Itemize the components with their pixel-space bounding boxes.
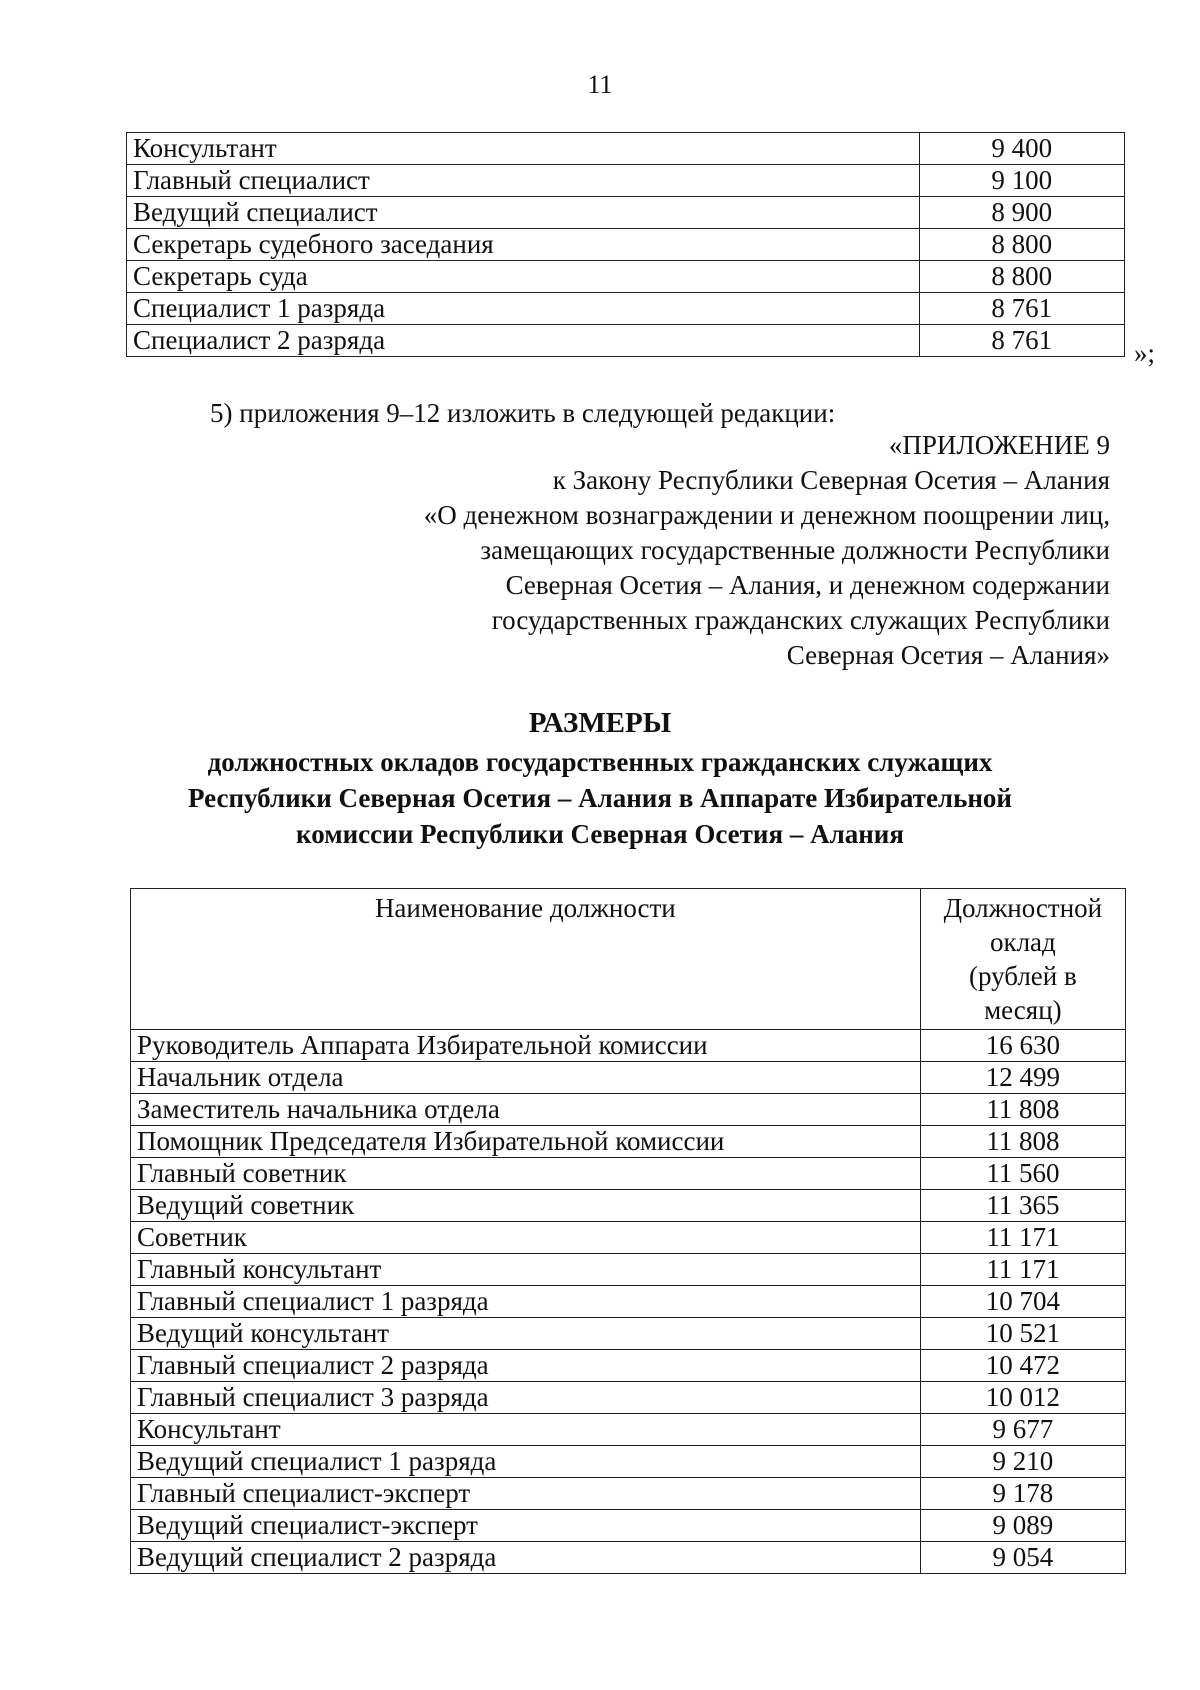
salary-value-cell: 10 472	[920, 1350, 1125, 1382]
salary-value-cell: 10 704	[920, 1286, 1125, 1318]
salary-value-cell: 10 521	[920, 1318, 1125, 1350]
table-row	[131, 1510, 1126, 1542]
header-salary-line: оклад	[989, 927, 1056, 957]
table-row	[127, 293, 1125, 325]
appendix-line: Северная Осетия – Алания»	[786, 640, 1110, 670]
table-row	[131, 1254, 1126, 1286]
salary-value-cell: 11 808	[920, 1126, 1125, 1158]
position-name-cell: Ведущий специалист-эксперт	[131, 1510, 921, 1542]
heading-line: комиссии Республики Северная Осетия – Алания	[296, 819, 904, 849]
table-row	[127, 165, 1125, 197]
salary-value-cell: 11 560	[920, 1158, 1125, 1190]
position-name-cell: Главный специалист 2 разряда	[131, 1350, 921, 1382]
table-row	[127, 229, 1125, 261]
salary-value-cell: 11 171	[920, 1222, 1125, 1254]
salary-value-cell: 8 800	[919, 229, 1124, 261]
position-name-cell: Начальник отдела	[131, 1062, 921, 1094]
salary-table-body	[131, 1030, 1126, 1574]
position-name-cell: Заместитель начальника отдела	[131, 1094, 921, 1126]
position-name-cell: Секретарь суда	[127, 261, 920, 293]
salary-value-cell: 11 808	[920, 1094, 1125, 1126]
position-name-cell: Главный специалист 1 разряда	[131, 1286, 921, 1318]
appendix-line: к Закону Республики Северная Осетия – Алания	[552, 465, 1110, 495]
salary-value-cell: 9 054	[920, 1542, 1125, 1574]
position-name-cell: Главный советник	[131, 1158, 921, 1190]
page-number: 11	[587, 70, 613, 99]
heading-line: Республики Северная Осетия – Алания в Аппарате Избирательной	[188, 783, 1012, 813]
table-row	[127, 261, 1125, 293]
heading-line: должностных окладов государственных гражданских служащих	[207, 747, 993, 777]
table-row	[131, 1382, 1126, 1414]
table-row	[131, 1478, 1126, 1510]
salary-value-cell: 11 171	[920, 1254, 1125, 1286]
position-name-cell: Советник	[131, 1222, 921, 1254]
table-row	[131, 1030, 1126, 1062]
position-name-cell: Ведущий специалист	[127, 197, 920, 229]
position-name-cell: Главный консультант	[131, 1254, 921, 1286]
heading-title: РАЗМЕРЫ	[528, 707, 672, 739]
position-name-cell: Ведущий специалист 1 разряда	[131, 1446, 921, 1478]
appendix-line: государственных гражданских служащих Республики	[491, 605, 1110, 635]
salary-value-cell: 9 089	[920, 1510, 1125, 1542]
salary-value-cell: 12 499	[920, 1062, 1125, 1094]
table-row	[127, 197, 1125, 229]
salary-value-cell: 9 100	[919, 165, 1124, 197]
table-row	[131, 1542, 1126, 1574]
position-name-cell: Ведущий специалист 2 разряда	[131, 1542, 921, 1574]
position-name-cell: Консультант	[131, 1414, 921, 1446]
instruction-paragraph: 5) приложения 9–12 изложить в следующей редакции:	[210, 398, 836, 428]
table-row	[131, 1158, 1126, 1190]
header-salary-line: Должностной	[943, 893, 1103, 923]
salary-value-cell: 9 210	[920, 1446, 1125, 1478]
position-name-cell: Специалист 1 разряда	[127, 293, 920, 325]
appendix-line: «О денежном вознаграждении и денежном поощрении лиц,	[423, 500, 1110, 530]
salary-value-cell: 8 761	[919, 293, 1124, 325]
salary-value-cell: 8 761	[919, 325, 1124, 357]
position-name-cell: Специалист 2 разряда	[127, 325, 920, 357]
table-row	[131, 1414, 1126, 1446]
table-row	[131, 1318, 1126, 1350]
table-row	[131, 1350, 1126, 1382]
header-salary-line: (рублей в	[968, 961, 1077, 991]
table-row	[131, 1286, 1126, 1318]
salary-value-cell: 8 900	[919, 197, 1124, 229]
position-name-cell: Ведущий советник	[131, 1190, 921, 1222]
table-row	[131, 1094, 1126, 1126]
salary-value-cell: 9 677	[920, 1414, 1125, 1446]
salary-value-cell: 9 400	[919, 133, 1124, 165]
table-row	[131, 1062, 1126, 1094]
appendix-header	[424, 428, 1110, 673]
salary-value-cell: 8 800	[919, 261, 1124, 293]
salary-table	[130, 888, 1126, 1574]
table-row	[131, 1190, 1126, 1222]
header-position-name: Наименование должности	[131, 889, 921, 1030]
salary-value-cell: 10 012	[920, 1382, 1125, 1414]
header-salary	[920, 889, 1125, 1030]
salary-table-continued-body	[127, 133, 1125, 357]
salary-value-cell: 11 365	[920, 1190, 1125, 1222]
position-name-cell: Руководитель Аппарата Избирательной комиссии	[131, 1030, 921, 1062]
table-row	[131, 1126, 1126, 1158]
section-heading	[0, 705, 1200, 852]
table-row	[127, 133, 1125, 165]
table-row	[127, 325, 1125, 357]
header-salary-line: месяц)	[984, 995, 1062, 1025]
appendix-line: «ПРИЛОЖЕНИЕ 9	[888, 430, 1110, 460]
appendix-line: замещающих государственные должности Республики	[480, 535, 1110, 565]
salary-value-cell: 16 630	[920, 1030, 1125, 1062]
table-row	[131, 1222, 1126, 1254]
position-name-cell: Главный специалист	[127, 165, 920, 197]
position-name-cell: Помощник Председателя Избирательной комиссии	[131, 1126, 921, 1158]
appendix-line: Северная Осетия – Алания, и денежном содержании	[505, 570, 1110, 600]
salary-value-cell: 9 178	[920, 1478, 1125, 1510]
position-name-cell: Ведущий консультант	[131, 1318, 921, 1350]
table-row	[131, 1446, 1126, 1478]
position-name-cell: Секретарь судебного заседания	[127, 229, 920, 261]
salary-table-continued	[126, 132, 1125, 357]
table-closing-mark: »;	[1134, 338, 1156, 368]
position-name-cell: Главный специалист 3 разряда	[131, 1382, 921, 1414]
position-name-cell: Главный специалист-эксперт	[131, 1478, 921, 1510]
table-header-row	[131, 889, 1126, 1030]
position-name-cell: Консультант	[127, 133, 920, 165]
